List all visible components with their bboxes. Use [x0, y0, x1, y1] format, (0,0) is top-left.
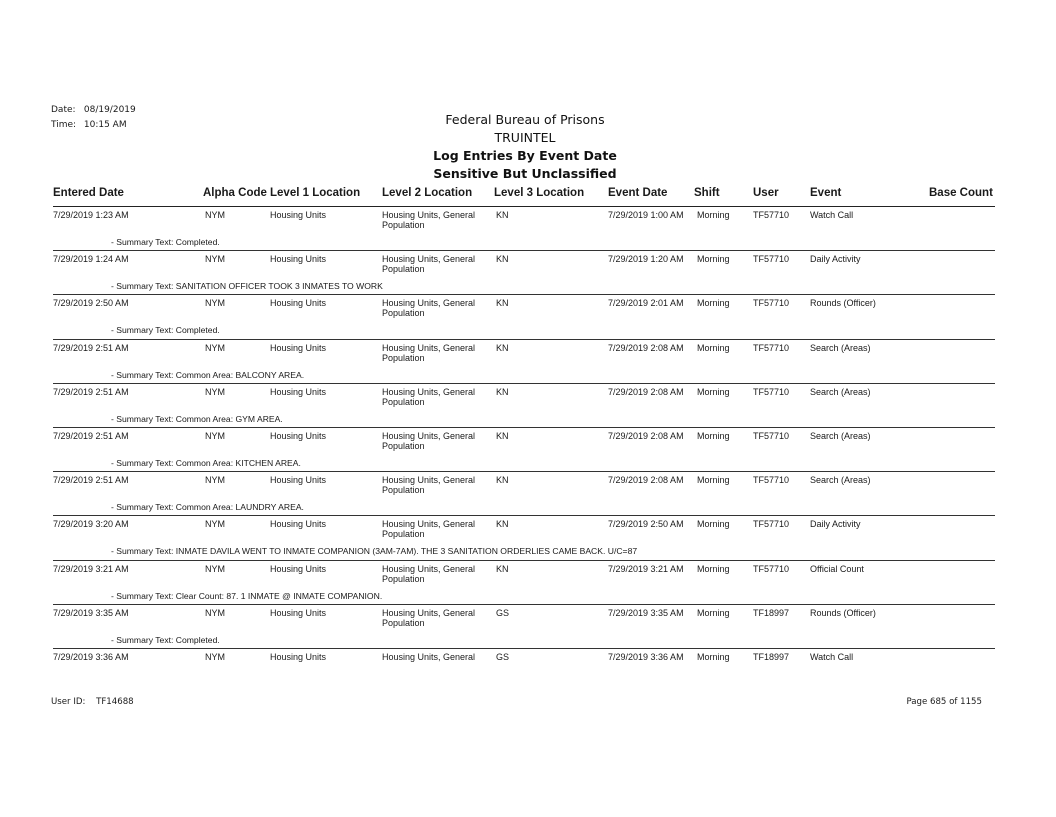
- level3-cell: KN: [496, 210, 509, 220]
- level3-cell: KN: [496, 387, 509, 397]
- level1-cell: Housing Units: [270, 519, 327, 529]
- entered-date-cell: 7/29/2019 1:24 AM: [53, 254, 129, 264]
- user-cell: TF57710: [753, 387, 790, 397]
- shift-cell: Morning: [697, 210, 730, 220]
- alpha-code-cell: NYM: [205, 475, 225, 485]
- shift-cell: Morning: [697, 343, 730, 353]
- level3-cell: KN: [496, 519, 509, 529]
- alpha-code-cell: NYM: [205, 519, 225, 529]
- level2-cell: Housing Units, General Population: [382, 298, 476, 318]
- col-base-count: Base Count: [929, 187, 993, 199]
- summary-text: - Summary Text: SANITATION OFFICER TOOK 3 INMATES TO WORK: [111, 281, 383, 291]
- user-cell: TF57710: [753, 475, 790, 485]
- col-event: Event: [810, 187, 842, 199]
- level1-cell: Housing Units: [270, 431, 327, 441]
- report-time: [51, 120, 127, 130]
- event-cell: Search (Areas): [810, 387, 871, 397]
- event-cell: Search (Areas): [810, 475, 871, 485]
- event-date-cell: 7/29/2019 3:35 AM: [608, 608, 684, 618]
- entered-date-cell: 7/29/2019 2:50 AM: [53, 298, 129, 308]
- title-classification: Sensitive But Unclassified: [433, 166, 617, 181]
- row-divider: [53, 560, 995, 561]
- level3-cell: KN: [496, 475, 509, 485]
- row-divider: [53, 427, 995, 428]
- shift-cell: Morning: [697, 298, 730, 308]
- header-divider: [53, 206, 995, 207]
- level1-cell: Housing Units: [270, 298, 327, 308]
- level3-cell: GS: [496, 608, 510, 618]
- title-system: TRUINTEL: [494, 130, 556, 145]
- alpha-code-cell: NYM: [205, 254, 225, 264]
- event-cell: Search (Areas): [810, 431, 871, 441]
- row-divider: [53, 471, 995, 472]
- table-header: [53, 187, 995, 203]
- level2-cell: Housing Units, General: [382, 652, 476, 662]
- summary-text: - Summary Text: Completed.: [111, 635, 220, 645]
- col-entered-date: Entered Date: [53, 187, 124, 199]
- level1-cell: Housing Units: [270, 343, 327, 353]
- level2-cell: Housing Units, General Population: [382, 254, 476, 274]
- summary-text: - Summary Text: Clear Count: 87. 1 INMATE @ INMATE COMPANION.: [111, 591, 383, 601]
- level2-cell: Housing Units, General Population: [382, 608, 476, 628]
- alpha-code-cell: NYM: [205, 608, 225, 618]
- col-level2: Level 2 Location: [382, 187, 473, 199]
- entered-date-cell: 7/29/2019 2:51 AM: [53, 431, 129, 441]
- user-id-label: User ID:: [51, 697, 86, 707]
- summary-text: - Summary Text: Common Area: KITCHEN AREA.: [111, 458, 301, 468]
- row-divider: [53, 515, 995, 516]
- shift-cell: Morning: [697, 475, 730, 485]
- level1-cell: Housing Units: [270, 652, 327, 662]
- title-report-name: Log Entries By Event Date: [433, 148, 617, 163]
- shift-cell: Morning: [697, 564, 730, 574]
- date-label: Date:: [51, 105, 76, 115]
- summary-text: - Summary Text: Common Area: LAUNDRY AREA.: [111, 502, 304, 512]
- level1-cell: Housing Units: [270, 254, 327, 264]
- row-divider: [53, 294, 995, 295]
- report-title: [360, 111, 690, 183]
- event-cell: Daily Activity: [810, 254, 861, 264]
- event-cell: Rounds (Officer): [810, 298, 876, 308]
- event-date-cell: 7/29/2019 3:36 AM: [608, 652, 684, 662]
- col-level3: Level 3 Location: [494, 187, 585, 199]
- entered-date-cell: 7/29/2019 2:51 AM: [53, 475, 129, 485]
- alpha-code-cell: NYM: [205, 652, 225, 662]
- user-cell: TF18997: [753, 608, 790, 618]
- shift-cell: Morning: [697, 519, 730, 529]
- event-date-cell: 7/29/2019 1:20 AM: [608, 254, 684, 264]
- event-date-cell: 7/29/2019 2:08 AM: [608, 431, 684, 441]
- time-label: Time:: [51, 120, 77, 130]
- report-date: [51, 105, 136, 115]
- event-cell: Official Count: [810, 564, 864, 574]
- col-event-date: Event Date: [608, 187, 668, 199]
- event-cell: Search (Areas): [810, 343, 871, 353]
- summary-text: - Summary Text: INMATE DAVILA WENT TO INMATE COMPANION (3AM-7AM). THE 3 SANITATION ORDERLIES CAME BACK. U/C=87: [111, 546, 638, 556]
- level3-cell: KN: [496, 564, 509, 574]
- entered-date-cell: 7/29/2019 3:21 AM: [53, 564, 129, 574]
- level2-cell: Housing Units, General Population: [382, 519, 476, 539]
- shift-cell: Morning: [697, 431, 730, 441]
- user-cell: TF57710: [753, 210, 790, 220]
- level1-cell: Housing Units: [270, 475, 327, 485]
- shift-cell: Morning: [697, 652, 730, 662]
- row-divider: [53, 250, 995, 251]
- user-cell: TF57710: [753, 298, 790, 308]
- event-date-cell: 7/29/2019 2:01 AM: [608, 298, 684, 308]
- title-agency: Federal Bureau of Prisons: [445, 112, 605, 127]
- page-number: Page 685 of 1155: [906, 697, 982, 707]
- level1-cell: Housing Units: [270, 608, 327, 618]
- event-cell: Rounds (Officer): [810, 608, 876, 618]
- level1-cell: Housing Units: [270, 210, 327, 220]
- user-cell: TF57710: [753, 343, 790, 353]
- row-divider: [53, 648, 995, 649]
- event-date-cell: 7/29/2019 2:08 AM: [608, 387, 684, 397]
- level3-cell: KN: [496, 343, 509, 353]
- event-cell: Daily Activity: [810, 519, 861, 529]
- level3-cell: GS: [496, 652, 510, 662]
- summary-text: - Summary Text: Common Area: BALCONY AREA.: [111, 370, 305, 380]
- event-date-cell: 7/29/2019 1:00 AM: [608, 210, 684, 220]
- level3-cell: KN: [496, 254, 509, 264]
- alpha-code-cell: NYM: [205, 564, 225, 574]
- entered-date-cell: 7/29/2019 1:23 AM: [53, 210, 129, 220]
- user-cell: TF57710: [753, 254, 790, 264]
- user-cell: TF57710: [753, 564, 790, 574]
- event-date-cell: 7/29/2019 2:08 AM: [608, 475, 684, 485]
- level2-cell: Housing Units, General Population: [382, 387, 476, 407]
- row-divider: [53, 339, 995, 340]
- level2-cell: Housing Units, General Population: [382, 210, 476, 230]
- entered-date-cell: 7/29/2019 2:51 AM: [53, 343, 129, 353]
- level1-cell: Housing Units: [270, 564, 327, 574]
- summary-text: - Summary Text: Common Area: GYM AREA.: [111, 414, 283, 424]
- level1-cell: Housing Units: [270, 387, 327, 397]
- alpha-code-cell: NYM: [205, 298, 225, 308]
- entered-date-cell: 7/29/2019 3:35 AM: [53, 608, 129, 618]
- alpha-code-cell: NYM: [205, 387, 225, 397]
- alpha-code-cell: NYM: [205, 343, 225, 353]
- col-level1: Level 1 Location: [270, 187, 361, 199]
- summary-text: - Summary Text: Completed.: [111, 325, 220, 335]
- col-shift: Shift: [694, 187, 720, 199]
- col-user: User: [753, 187, 779, 199]
- date-value: 08/19/2019: [83, 105, 136, 115]
- user-cell: TF57710: [753, 519, 790, 529]
- event-cell: Watch Call: [810, 652, 854, 662]
- shift-cell: Morning: [697, 608, 730, 618]
- event-date-cell: 7/29/2019 3:21 AM: [608, 564, 684, 574]
- entered-date-cell: 7/29/2019 3:36 AM: [53, 652, 129, 662]
- user-cell: TF18997: [753, 652, 790, 662]
- level3-cell: KN: [496, 298, 509, 308]
- level2-cell: Housing Units, General Population: [382, 475, 476, 495]
- event-cell: Watch Call: [810, 210, 854, 220]
- user-cell: TF57710: [753, 431, 790, 441]
- summary-text: - Summary Text: Completed.: [111, 237, 220, 247]
- footer-user: [51, 697, 134, 707]
- entered-date-cell: 7/29/2019 3:20 AM: [53, 519, 129, 529]
- row-divider: [53, 604, 995, 605]
- col-alpha-code: Alpha Code: [203, 187, 267, 199]
- level2-cell: Housing Units, General Population: [382, 564, 476, 584]
- time-value: 10:15 AM: [83, 120, 127, 130]
- event-date-cell: 7/29/2019 2:08 AM: [608, 343, 684, 353]
- alpha-code-cell: NYM: [205, 210, 225, 220]
- level2-cell: Housing Units, General Population: [382, 343, 476, 363]
- user-id-value: TF14688: [96, 697, 134, 707]
- alpha-code-cell: NYM: [205, 431, 225, 441]
- event-date-cell: 7/29/2019 2:50 AM: [608, 519, 684, 529]
- shift-cell: Morning: [697, 254, 730, 264]
- level3-cell: KN: [496, 431, 509, 441]
- row-divider: [53, 383, 995, 384]
- level2-cell: Housing Units, General Population: [382, 431, 476, 451]
- shift-cell: Morning: [697, 387, 730, 397]
- entered-date-cell: 7/29/2019 2:51 AM: [53, 387, 129, 397]
